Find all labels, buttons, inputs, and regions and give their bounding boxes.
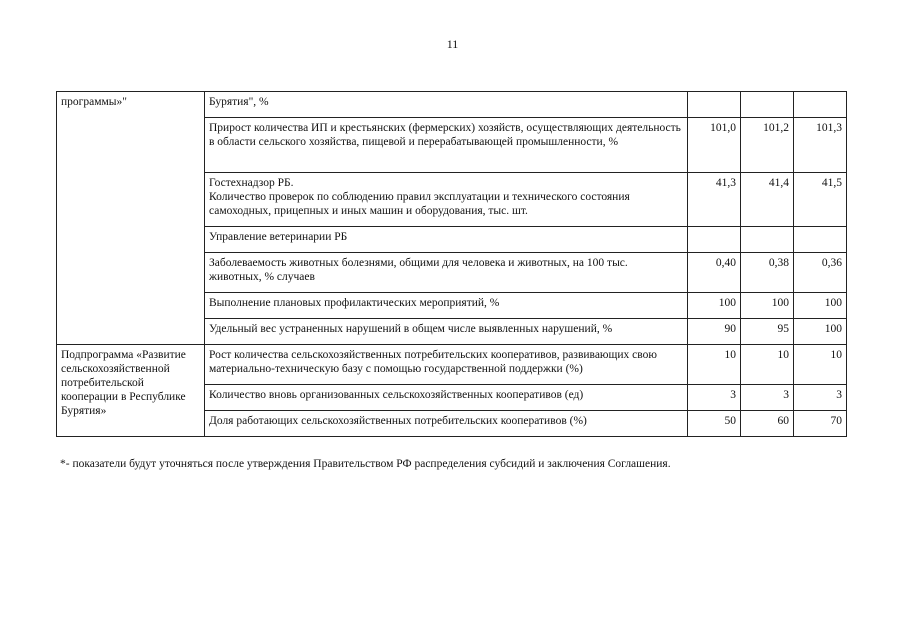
program-cell: Подпрограмма «Развитие сельскохозяйственной потребительской кооперации в Республике Бурятия» — [57, 345, 205, 437]
value-cell: 41,3 — [688, 173, 741, 227]
page-number: 11 — [446, 37, 459, 51]
value-cell: 41,4 — [741, 173, 794, 227]
value-cell: 10 — [794, 345, 847, 385]
value-cell — [794, 227, 847, 253]
value-cell — [741, 227, 794, 253]
value-cell — [688, 227, 741, 253]
value-cell: 100 — [794, 293, 847, 319]
indicator-cell: Гостехнадзор РБ. Количество проверок по соблюдению правил эксплуатации и технического состояния самоходных, прицепных и иных машин и оборудования, тыс. шт. — [205, 173, 688, 227]
program-cell: программы»" — [57, 92, 205, 345]
value-cell: 3 — [794, 385, 847, 411]
value-cell — [794, 92, 847, 118]
value-cell: 101,2 — [741, 118, 794, 173]
indicator-cell: Рост количества сельскохозяйственных потребительских кооперативов, развивающих свою материально-техническую базу с помощью государственной поддержки (%) — [205, 345, 688, 385]
value-cell: 100 — [794, 319, 847, 345]
value-cell: 50 — [688, 411, 741, 437]
value-cell: 10 — [688, 345, 741, 385]
indicator-cell: Количество вновь организованных сельскохозяйственных кооперативов (ед) — [205, 385, 688, 411]
value-cell — [688, 92, 741, 118]
value-cell: 90 — [688, 319, 741, 345]
value-cell: 0,36 — [794, 253, 847, 293]
table-row — [57, 92, 847, 118]
indicator-cell: Заболеваемость животных болезнями, общими для человека и животных, на 100 тыс. животных, % случаев — [205, 253, 688, 293]
value-cell: 101,0 — [688, 118, 741, 173]
value-cell — [741, 92, 794, 118]
value-cell: 3 — [741, 385, 794, 411]
indicator-cell: Выполнение плановых профилактических мероприятий, % — [205, 293, 688, 319]
indicators-table — [56, 91, 847, 437]
indicator-cell: Управление ветеринарии РБ — [205, 227, 688, 253]
indicator-cell: Бурятия", % — [205, 92, 688, 118]
table-row — [57, 345, 847, 385]
indicator-cell: Прирост количества ИП и крестьянских (фермерских) хозяйств, осуществляющих деятельность в области сельского хозяйства, пищевой и перерабатывающей промышленности, % — [205, 118, 688, 173]
indicator-cell: Удельный вес устраненных нарушений в общем числе выявленных нарушений, % — [205, 319, 688, 345]
value-cell: 0,38 — [741, 253, 794, 293]
value-cell: 95 — [741, 319, 794, 345]
value-cell: 0,40 — [688, 253, 741, 293]
value-cell: 101,3 — [794, 118, 847, 173]
footnote: *- показатели будут уточняться после утверждения Правительством РФ распределения субсидий и заключения Соглашения. — [60, 458, 671, 470]
value-cell: 100 — [741, 293, 794, 319]
value-cell: 100 — [688, 293, 741, 319]
value-cell: 3 — [688, 385, 741, 411]
indicator-cell: Доля работающих сельскохозяйственных потребительских кооперативов (%) — [205, 411, 688, 437]
value-cell: 10 — [741, 345, 794, 385]
value-cell: 70 — [794, 411, 847, 437]
indicators-table-body — [57, 92, 847, 437]
value-cell: 60 — [741, 411, 794, 437]
value-cell: 41,5 — [794, 173, 847, 227]
